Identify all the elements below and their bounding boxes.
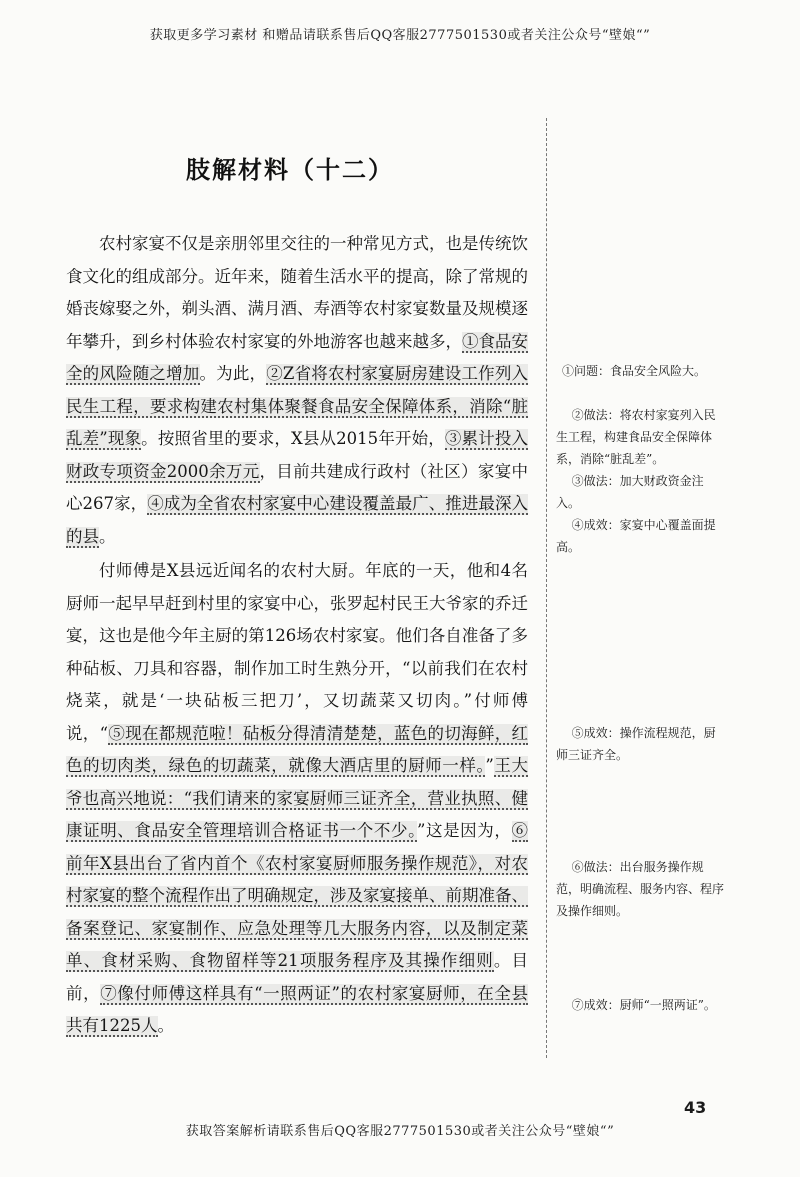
annotation-3-highlight: ③累计投入财政专项资金2000余万元	[66, 429, 528, 481]
margin-note-6	[556, 856, 726, 922]
margin-note-6-text: ⑥做法：出台服务操作规范，明确流程、服务内容、程序及操作细则。	[556, 860, 725, 918]
margin-note-7	[556, 994, 726, 1016]
page-title: 肢解材料（十二）	[186, 155, 394, 184]
paragraph-1	[66, 228, 528, 553]
annotation-1-highlight: ①食品安全的风险随之增加	[66, 331, 528, 383]
p1-text-5: 。	[99, 526, 116, 546]
annotation-4-highlight: ④成为全省农村家宴中心建设覆盖最广、推进最深入的县	[66, 494, 529, 546]
page-header-banner: 获取更多学习素材 和赠品请联系售后QQ客服2777501530或者关注公众号“壁娘“”	[149, 28, 651, 43]
column-divider	[546, 118, 547, 1058]
p2-text-2: ”	[485, 756, 494, 775]
margin-note-7-text: ⑦成效：厨师“一照两证”。	[571, 998, 716, 1012]
margin-note-5	[556, 722, 726, 766]
margin-note-4-text: ④成效：家宴中心覆盖面提高。	[556, 518, 716, 554]
margin-note-1	[556, 360, 726, 382]
margin-note-2	[556, 404, 726, 558]
p2-text-3: ”这是因为，	[416, 821, 512, 840]
p2-text-1: 付师傅是X县远近闻名的农村大厨。年底的一天，他和4名厨师一起早早赶到村里的家宴中心，张罗起村民王大爷家的乔迁宴，这也是他今年主厨的第126场农村家宴。他们各自准备了多种砧板、刀具和容器，制作加工时生熟分开，“以前我们在农村烧菜，就是‘一块砧板三把刀’，又切蔬菜又切肉。”付师傅说，“	[66, 561, 528, 743]
p1-text-1: 农村家宴不仅是亲朋邻里交往的一种常见方式，也是传统饮食文化的组成部分。近年来，随着生活水平的提高，除了常规的婚丧嫁娶之外，剃头酒、满月酒、寿酒等农村家宴数量及规模逐年攀升，到乡村体验农村家宴的外地游客也越来越多，	[66, 234, 528, 351]
annotation-6-highlight: ⑥前年X县出台了省内首个《农村家宴厨师服务操作规范》，对农村家宴的整个流程作出了明确规定，涉及家宴接单、前期准备、备案登记、家宴制作、应急处理等几大服务内容，以及制定菜单、食材采购、食物留样等21项服务程序及其操作细则	[66, 821, 528, 970]
annotation-5b-highlight: 王大爷也高兴地说：“我们请来的家宴厨师三证齐全，营业执照、健康证明、食品安全管理培训合格证书一个不少。	[66, 756, 529, 840]
page-footer-banner: 获取答案解析请联系售后QQ客服2777501530或者关注公众号“壁娘“”	[185, 1124, 615, 1139]
annotation-5-highlight: ⑤现在都规范啦！砧板分得清清楚楚，蓝色的切海鲜，红色的切肉类，绿色的切蔬菜，就像大酒店里的厨师一样。	[66, 723, 529, 775]
p2-text-5: 。	[157, 1016, 174, 1035]
margin-note-2-text: ②做法：将农村家宴列入民生工程，构建食品安全保障体系，消除“脏乱差”。	[556, 408, 716, 466]
annotation-7-highlight: ⑦像付师傅这样具有“一照两证”的农村家宴厨师，在全县共有1225人	[66, 983, 529, 1035]
p2-text-4: 。目前，	[66, 951, 528, 1003]
margin-note-3-text: ③做法：加大财政资金注入。	[556, 474, 704, 510]
p1-text-2: 。为此，	[199, 364, 267, 383]
margin-note-1-text: ①问题：食品安全风险大。	[562, 364, 707, 378]
annotation-2-highlight: ②Z省将农村家宴厨房建设工作列入民生工程，要求构建农村集体聚餐食品安全保障体系，消除“脏乱差”现象	[66, 364, 529, 448]
p1-text-3: 。按照省里的要求，X县从2015年开始，	[141, 429, 445, 448]
p1-text-4: ，目前共建成行政村（社区）家宴中心267家，	[66, 461, 529, 513]
main-text	[66, 228, 528, 1043]
page-number: 43	[684, 1098, 707, 1117]
margin-note-5-text: ⑤成效：操作流程规范，厨师三证齐全。	[556, 726, 716, 762]
paragraph-2	[66, 555, 528, 1043]
